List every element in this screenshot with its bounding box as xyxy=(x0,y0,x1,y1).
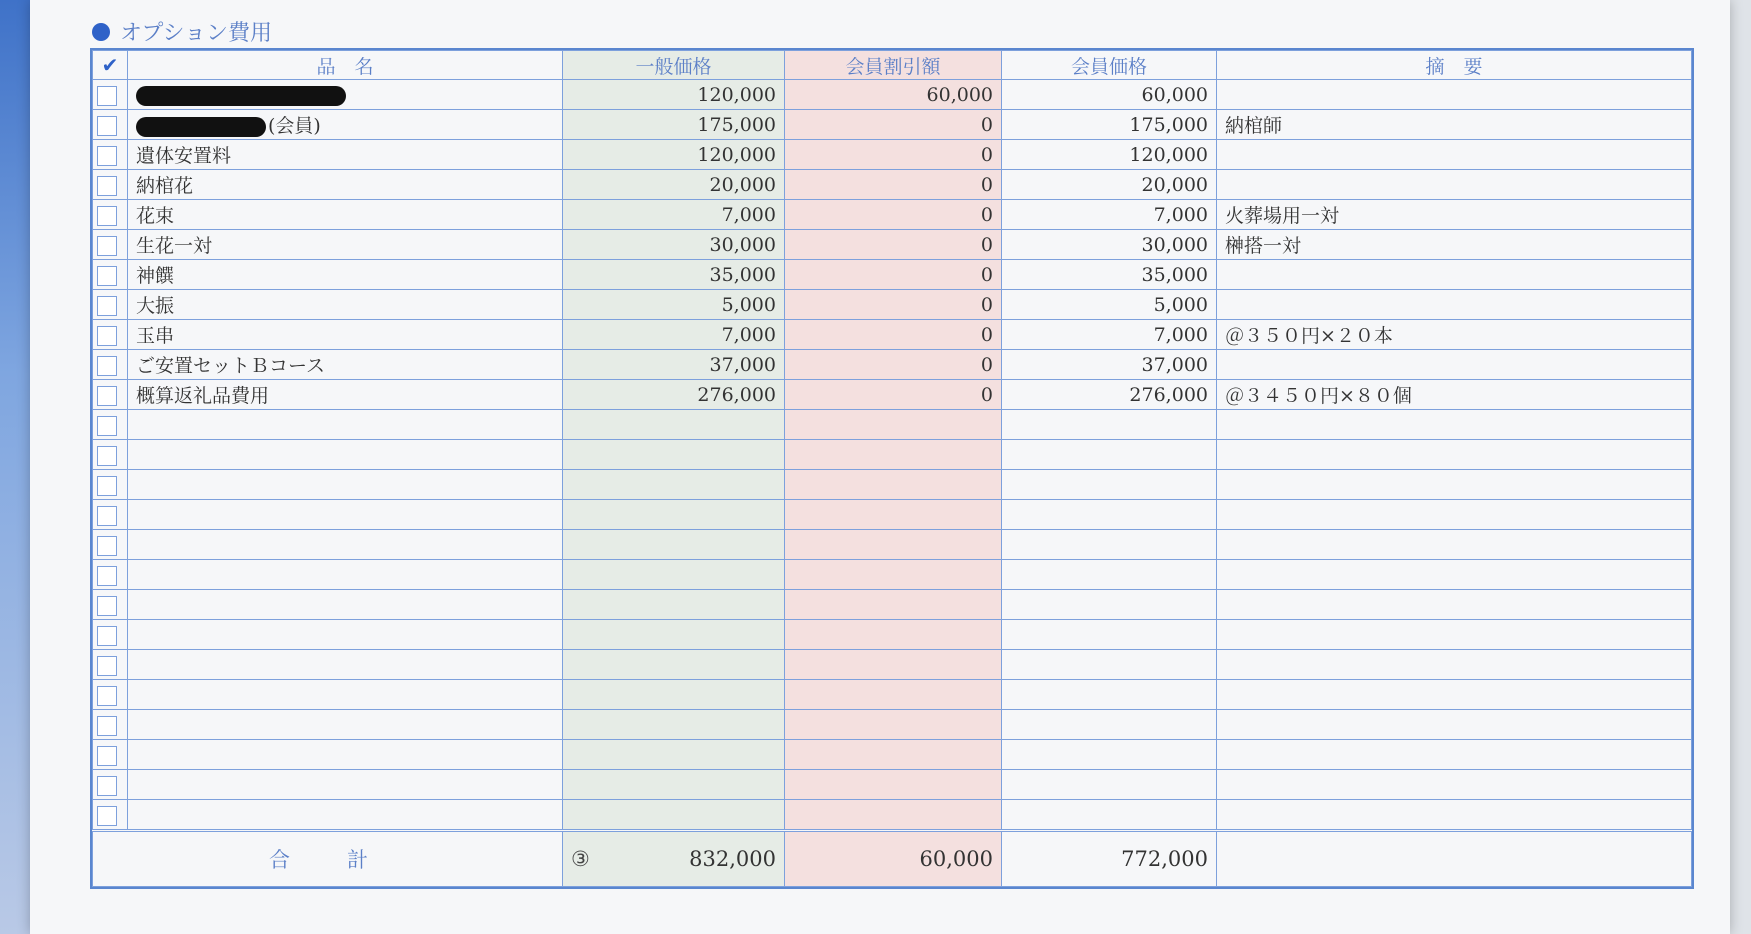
empty-cell xyxy=(128,590,563,620)
empty-cell xyxy=(1002,770,1217,800)
note-cell xyxy=(1217,80,1692,110)
empty-cell xyxy=(1002,650,1217,680)
empty-cell xyxy=(1002,590,1217,620)
table-row xyxy=(93,230,1692,260)
total-general-price xyxy=(563,831,785,887)
empty-cell xyxy=(1002,710,1217,740)
empty-cell xyxy=(1002,530,1217,560)
note-cell: 榊搭一対 xyxy=(1217,230,1692,260)
empty-cell xyxy=(1002,470,1217,500)
table-row xyxy=(93,320,1692,350)
table-row xyxy=(93,80,1692,110)
row-checkbox[interactable] xyxy=(97,386,117,406)
empty-cell xyxy=(563,530,785,560)
row-checkbox[interactable] xyxy=(97,746,117,766)
row-checkbox[interactable] xyxy=(97,296,117,316)
table-row xyxy=(93,200,1692,230)
note-cell: 納棺師 xyxy=(1217,110,1692,140)
row-checkbox-cell xyxy=(93,650,128,680)
member-price-cell: 276,000 xyxy=(1002,380,1217,410)
row-checkbox-cell xyxy=(93,260,128,290)
empty-cell xyxy=(1217,410,1692,440)
row-checkbox-cell xyxy=(93,140,128,170)
note-cell: ＠３４５０円×８０個 xyxy=(1217,380,1692,410)
member-discount-cell: 0 xyxy=(785,230,1002,260)
row-checkbox[interactable] xyxy=(97,416,117,436)
empty-cell xyxy=(1217,800,1692,831)
empty-cell xyxy=(1217,530,1692,560)
empty-cell xyxy=(1002,410,1217,440)
general-price-cell: 37,000 xyxy=(563,350,785,380)
empty-cell xyxy=(128,740,563,770)
empty-table-row xyxy=(93,770,1692,800)
row-checkbox[interactable] xyxy=(97,476,117,496)
item-name-cell xyxy=(128,290,563,320)
member-price-cell: 37,000 xyxy=(1002,350,1217,380)
row-checkbox[interactable] xyxy=(97,506,117,526)
empty-cell xyxy=(128,800,563,831)
member-price-cell: 30,000 xyxy=(1002,230,1217,260)
empty-cell xyxy=(1217,740,1692,770)
empty-cell xyxy=(785,440,1002,470)
empty-cell xyxy=(563,440,785,470)
empty-table-row xyxy=(93,440,1692,470)
item-name-cell xyxy=(128,200,563,230)
empty-table-row xyxy=(93,470,1692,500)
row-checkbox[interactable] xyxy=(97,776,117,796)
empty-table-row xyxy=(93,800,1692,831)
general-price-cell: 5,000 xyxy=(563,290,785,320)
empty-cell xyxy=(1217,470,1692,500)
item-name-cell xyxy=(128,350,563,380)
empty-cell xyxy=(1002,440,1217,470)
total-member-price: 772,000 xyxy=(1002,831,1217,887)
item-name: 納棺花 xyxy=(136,175,194,197)
empty-table-row xyxy=(93,410,1692,440)
member-price-cell: 5,000 xyxy=(1002,290,1217,320)
member-price-cell: 35,000 xyxy=(1002,260,1217,290)
row-checkbox-cell xyxy=(93,770,128,800)
total-discount: 60,000 xyxy=(785,831,1002,887)
redaction-mark xyxy=(136,117,266,137)
empty-cell xyxy=(1002,500,1217,530)
empty-cell xyxy=(1217,770,1692,800)
general-price-cell: 7,000 xyxy=(563,320,785,350)
general-price-cell: 120,000 xyxy=(563,80,785,110)
empty-cell xyxy=(1002,560,1217,590)
item-name-cell xyxy=(128,170,563,200)
row-checkbox-cell xyxy=(93,590,128,620)
row-checkbox[interactable] xyxy=(97,236,117,256)
row-checkbox-cell xyxy=(93,110,128,140)
empty-cell xyxy=(563,740,785,770)
empty-cell xyxy=(1217,680,1692,710)
empty-cell xyxy=(1217,650,1692,680)
row-checkbox-cell xyxy=(93,350,128,380)
table-row xyxy=(93,290,1692,320)
member-discount-cell: 0 xyxy=(785,200,1002,230)
empty-cell xyxy=(1002,800,1217,831)
total-row xyxy=(93,831,1692,887)
member-price-cell: 60,000 xyxy=(1002,80,1217,110)
redaction-mark xyxy=(136,86,346,106)
empty-cell xyxy=(785,650,1002,680)
table-row xyxy=(93,350,1692,380)
member-discount-cell: 0 xyxy=(785,170,1002,200)
empty-cell xyxy=(128,770,563,800)
item-name: 遺体安置料 xyxy=(136,145,232,167)
row-checkbox[interactable] xyxy=(97,806,117,826)
empty-cell xyxy=(128,680,563,710)
empty-cell xyxy=(785,680,1002,710)
empty-cell xyxy=(563,710,785,740)
note-cell: 火葬場用一対 xyxy=(1217,200,1692,230)
row-checkbox-cell xyxy=(93,230,128,260)
empty-cell xyxy=(1217,560,1692,590)
total-label: 合 計 xyxy=(93,831,563,887)
row-checkbox[interactable] xyxy=(97,176,117,196)
general-price-cell: 120,000 xyxy=(563,140,785,170)
row-checkbox[interactable] xyxy=(97,116,117,136)
row-checkbox-cell xyxy=(93,680,128,710)
empty-table-row xyxy=(93,560,1692,590)
item-name-cell xyxy=(128,80,563,110)
empty-cell xyxy=(1002,680,1217,710)
empty-cell xyxy=(785,560,1002,590)
row-checkbox-cell xyxy=(93,200,128,230)
row-checkbox-cell xyxy=(93,530,128,560)
empty-cell xyxy=(1217,710,1692,740)
empty-cell xyxy=(563,800,785,831)
empty-cell xyxy=(785,470,1002,500)
item-name: 生花一対 xyxy=(136,235,213,257)
row-checkbox-cell xyxy=(93,800,128,831)
row-checkbox[interactable] xyxy=(97,206,117,226)
general-price-cell: 7,000 xyxy=(563,200,785,230)
table-header-row xyxy=(93,51,1692,80)
empty-cell xyxy=(563,410,785,440)
table-row xyxy=(93,140,1692,170)
member-discount-cell: 0 xyxy=(785,380,1002,410)
empty-cell xyxy=(563,470,785,500)
empty-cell xyxy=(1002,740,1217,770)
item-name: 概算返礼品費用 xyxy=(136,385,270,407)
table-row xyxy=(93,170,1692,200)
total-general-value: 832,000 xyxy=(689,847,776,871)
table-body xyxy=(93,80,1692,831)
item-name-cell xyxy=(128,140,563,170)
empty-table-row xyxy=(93,650,1692,680)
row-checkbox[interactable] xyxy=(97,596,117,616)
table-row xyxy=(93,380,1692,410)
options-cost-table xyxy=(90,48,1694,889)
member-price-cell: 7,000 xyxy=(1002,320,1217,350)
row-checkbox[interactable] xyxy=(97,86,117,106)
row-checkbox[interactable] xyxy=(97,626,117,646)
checkmark-icon: ✔ xyxy=(101,53,119,77)
row-checkbox[interactable] xyxy=(97,356,117,376)
member-price-cell: 7,000 xyxy=(1002,200,1217,230)
row-checkbox[interactable] xyxy=(97,266,117,286)
total-note xyxy=(1217,831,1692,887)
empty-cell xyxy=(785,740,1002,770)
empty-table-row xyxy=(93,620,1692,650)
row-checkbox-cell xyxy=(93,620,128,650)
empty-cell xyxy=(563,650,785,680)
empty-cell xyxy=(563,620,785,650)
item-name-cell xyxy=(128,230,563,260)
general-price-column-header: 一般価格 xyxy=(563,51,785,80)
row-checkbox[interactable] xyxy=(97,686,117,706)
empty-table-row xyxy=(93,710,1692,740)
empty-cell xyxy=(1217,440,1692,470)
empty-cell xyxy=(1217,590,1692,620)
check-column-header xyxy=(93,51,128,80)
empty-cell xyxy=(1217,500,1692,530)
empty-cell xyxy=(128,470,563,500)
row-checkbox-cell xyxy=(93,710,128,740)
member-discount-cell: 0 xyxy=(785,350,1002,380)
empty-table-row xyxy=(93,680,1692,710)
row-checkbox-cell xyxy=(93,320,128,350)
empty-cell xyxy=(785,500,1002,530)
member-price-cell: 20,000 xyxy=(1002,170,1217,200)
row-checkbox[interactable] xyxy=(97,566,117,586)
general-price-cell: 175,000 xyxy=(563,110,785,140)
note-cell xyxy=(1217,290,1692,320)
section-heading xyxy=(92,16,272,47)
row-checkbox-cell xyxy=(93,410,128,440)
row-checkbox[interactable] xyxy=(97,446,117,466)
empty-table-row xyxy=(93,500,1692,530)
empty-cell xyxy=(128,620,563,650)
empty-cell xyxy=(128,500,563,530)
member-price-cell: 175,000 xyxy=(1002,110,1217,140)
name-column-header: 品 名 xyxy=(128,51,563,80)
member-discount-cell: 0 xyxy=(785,320,1002,350)
item-name-cell xyxy=(128,380,563,410)
member-discount-cell: 0 xyxy=(785,110,1002,140)
row-checkbox[interactable] xyxy=(97,536,117,556)
row-checkbox-cell xyxy=(93,80,128,110)
bullet-dot-icon xyxy=(92,23,110,41)
empty-cell xyxy=(563,500,785,530)
row-checkbox-cell xyxy=(93,560,128,590)
empty-cell xyxy=(785,770,1002,800)
empty-table-row xyxy=(93,590,1692,620)
note-cell xyxy=(1217,260,1692,290)
empty-cell xyxy=(785,620,1002,650)
row-checkbox-cell xyxy=(93,290,128,320)
row-checkbox-cell xyxy=(93,500,128,530)
table-row xyxy=(93,110,1692,140)
empty-cell xyxy=(785,710,1002,740)
item-name-cell xyxy=(128,110,563,140)
empty-cell xyxy=(563,590,785,620)
empty-table-row xyxy=(93,740,1692,770)
item-name-cell xyxy=(128,260,563,290)
note-column-header: 摘 要 xyxy=(1217,51,1692,80)
general-price-cell: 35,000 xyxy=(563,260,785,290)
empty-cell xyxy=(785,590,1002,620)
row-checkbox-cell xyxy=(93,470,128,500)
general-price-cell: 276,000 xyxy=(563,380,785,410)
item-name: 花束 xyxy=(136,205,175,227)
row-checkbox-cell xyxy=(93,380,128,410)
member-discount-cell: 0 xyxy=(785,290,1002,320)
empty-cell xyxy=(1217,620,1692,650)
empty-cell xyxy=(785,530,1002,560)
note-cell xyxy=(1217,350,1692,380)
row-checkbox[interactable] xyxy=(97,716,117,736)
empty-cell xyxy=(128,440,563,470)
empty-cell xyxy=(128,710,563,740)
general-price-cell: 20,000 xyxy=(563,170,785,200)
empty-cell xyxy=(563,770,785,800)
note-cell xyxy=(1217,140,1692,170)
item-name: 神饌 xyxy=(136,265,175,287)
item-name: (会員) xyxy=(268,115,321,137)
member-discount-cell: 0 xyxy=(785,260,1002,290)
row-checkbox[interactable] xyxy=(97,656,117,676)
empty-cell xyxy=(785,800,1002,831)
total-marker: ③ xyxy=(571,847,590,871)
table-row xyxy=(93,260,1692,290)
empty-cell xyxy=(563,560,785,590)
empty-cell xyxy=(563,680,785,710)
row-checkbox-cell xyxy=(93,740,128,770)
empty-cell xyxy=(128,560,563,590)
note-cell xyxy=(1217,170,1692,200)
general-price-cell: 30,000 xyxy=(563,230,785,260)
empty-cell xyxy=(785,410,1002,440)
row-checkbox[interactable] xyxy=(97,146,117,166)
member-discount-cell: 60,000 xyxy=(785,80,1002,110)
row-checkbox-cell xyxy=(93,170,128,200)
member-price-cell: 120,000 xyxy=(1002,140,1217,170)
item-name: 大振 xyxy=(136,295,175,317)
member-discount-cell: 0 xyxy=(785,140,1002,170)
empty-cell xyxy=(1002,620,1217,650)
member-price-column-header: 会員価格 xyxy=(1002,51,1217,80)
item-name: 玉串 xyxy=(136,325,175,347)
member-discount-column-header: 会員割引額 xyxy=(785,51,1002,80)
row-checkbox[interactable] xyxy=(97,326,117,346)
empty-cell xyxy=(128,410,563,440)
empty-table-row xyxy=(93,530,1692,560)
empty-cell xyxy=(128,530,563,560)
item-name: ご安置セットＢコース xyxy=(136,355,326,377)
section-title: オプション費用 xyxy=(120,21,273,46)
row-checkbox-cell xyxy=(93,440,128,470)
note-cell: ＠３５０円×２０本 xyxy=(1217,320,1692,350)
empty-cell xyxy=(128,650,563,680)
item-name-cell xyxy=(128,320,563,350)
